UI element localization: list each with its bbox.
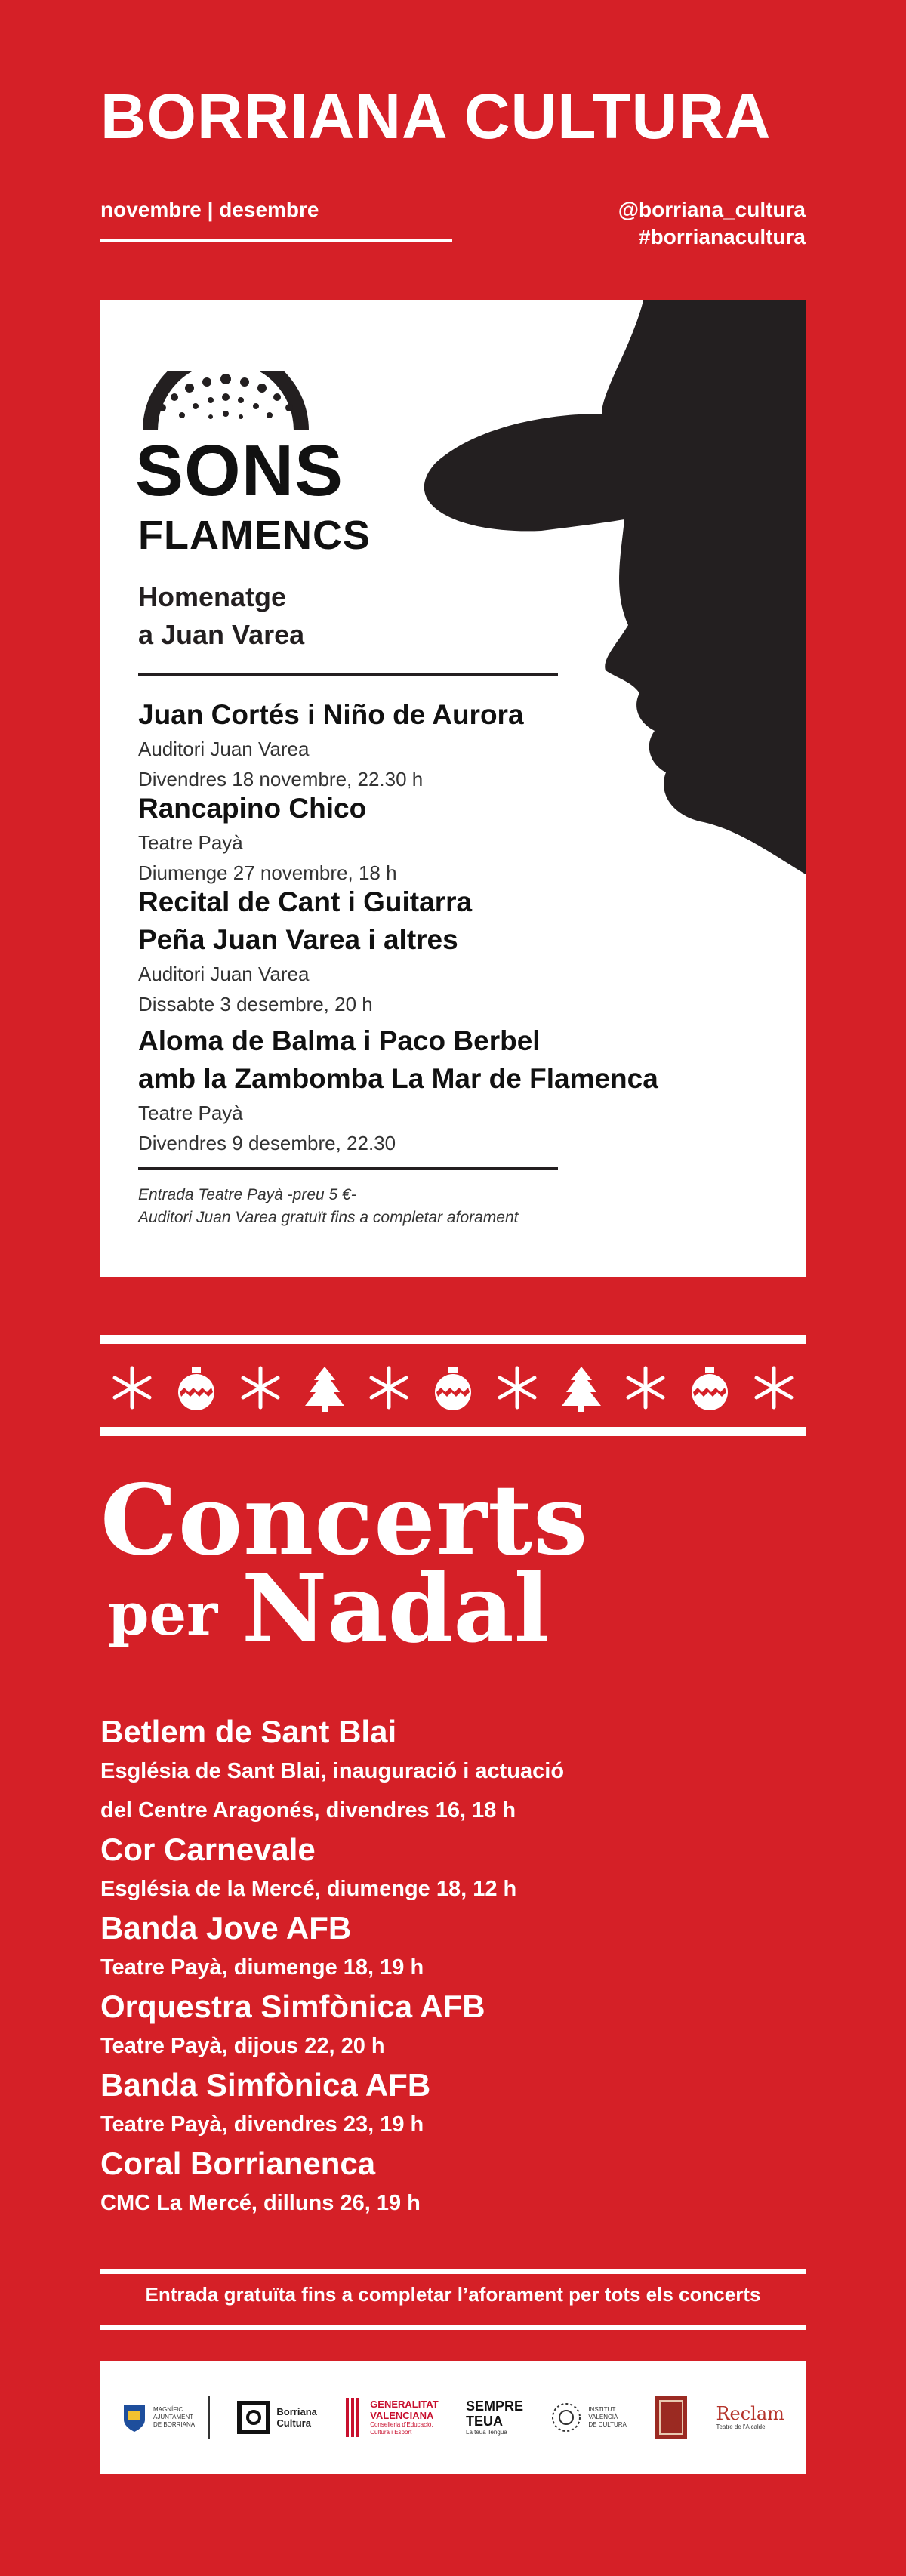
event-item: [138, 883, 742, 1019]
homage-line-1: Homenatge: [138, 581, 287, 612]
concert-item: [100, 1987, 780, 2066]
event-date: Divendres 18 novembre, 22.30 h: [138, 768, 424, 790]
page-title: BORRIANA CULTURA: [100, 81, 772, 152]
event-venue: Teatre Payà: [138, 831, 243, 854]
sponsor-generalitat-line: VALENCIANA: [370, 2410, 434, 2421]
concert-item: [100, 2144, 780, 2223]
sponsor-generalitat[interactable]: [344, 2396, 439, 2439]
concert-info: Teatre Payà, divendres 23, 19 h: [100, 2112, 424, 2137]
homage-line-2: a Juan Varea: [138, 619, 305, 650]
flamencs-subtitle: FLAMENCS: [138, 513, 371, 558]
sponsor-ivc-line: DE CULTURA: [588, 2421, 627, 2428]
panel-divider: [138, 1167, 558, 1170]
free-entry-note: Entrada gratuïta fins a completar l’aforament per tots els concerts: [145, 2283, 761, 2306]
concert-info: CMC La Mercé, dilluns 26, 19 h: [100, 2191, 421, 2215]
event-date: Dissabte 3 desembre, 20 h: [138, 993, 373, 1015]
sponsor-reclam[interactable]: [716, 2404, 784, 2431]
snowflake-icon: [495, 1365, 540, 1413]
header-rule: [100, 239, 452, 242]
concert-info: Teatre Payà, diumenge 18, 19 h: [100, 1955, 424, 1980]
bauble-icon: [687, 1365, 732, 1413]
concert-item: [100, 2066, 780, 2144]
concert-item: [100, 1909, 780, 1987]
event-venue: Auditori Juan Varea: [138, 963, 310, 985]
sponsor-ivc-line: VALENCIÀ: [588, 2414, 618, 2420]
sponsor-divider: [208, 2396, 210, 2439]
panel-divider: [138, 673, 558, 676]
event-item: [138, 696, 742, 794]
ticket-note-line-2: Auditori Juan Varea gratuït fins a completar aforament: [138, 1209, 519, 1226]
sons-title: SONS: [135, 430, 344, 511]
sponsor-cultura-line: Borriana: [276, 2406, 317, 2417]
event-venue: Teatre Payà: [138, 1102, 243, 1124]
snowflake-icon: [238, 1365, 283, 1413]
concert-name: Banda Simfònica AFB: [100, 2067, 431, 2103]
concert-list: [100, 1712, 780, 2223]
bauble-icon: [174, 1365, 219, 1413]
sponsor-generalitat-line: GENERALITAT: [370, 2399, 439, 2410]
footer-rule-bottom: [100, 2325, 806, 2330]
sponsor-sempre-line: SEMPRE: [466, 2399, 524, 2414]
sponsor-ajuntament[interactable]: [122, 2396, 210, 2439]
per-word: per: [108, 1580, 218, 1649]
sponsor-ajuntament-line: MAGNÍFIC: [153, 2406, 183, 2413]
sponsor-sempre-sub: La teua llengua: [466, 2429, 507, 2436]
sponsor-ajuntament-line: AJUNTAMENT: [153, 2414, 194, 2420]
concert-name: Cor Carnevale: [100, 1832, 316, 1867]
social-hashtag[interactable]: #borrianacultura: [639, 225, 806, 248]
crest-icon: [122, 2402, 147, 2433]
snowflake-icon: [366, 1365, 411, 1413]
concert-name: Banda Jove AFB: [100, 1910, 352, 1946]
sponsor-borriana-cultura[interactable]: [237, 2401, 316, 2434]
concert-name: Betlem de Sant Blai: [100, 1714, 397, 1749]
ivc-logo-icon: [550, 2402, 582, 2433]
concert-item: [100, 1712, 780, 1830]
sponsor-cultura-line: Cultura: [276, 2417, 311, 2429]
ornament-rule-bottom: [100, 1427, 806, 1436]
event-title: amb la Zambomba La Mar de Flamenca: [138, 1063, 658, 1094]
tree-icon: [559, 1365, 604, 1413]
social-block: [618, 196, 806, 251]
ticket-note-line-1: Entrada Teatre Payà -preu 5 €-: [138, 1186, 356, 1203]
sponsor-sempre-teua[interactable]: [466, 2399, 523, 2436]
sponsor-ivc-line: INSTITUT: [588, 2406, 616, 2413]
ornament-rule-top: [100, 1335, 806, 1344]
sponsor-reclam-name: Reclam: [716, 2403, 784, 2424]
nadal-word: Nadal: [242, 1555, 550, 1664]
sons-flamencs-panel: [100, 300, 806, 1277]
event-title: Juan Cortés i Niño de Aurora: [138, 699, 524, 730]
event-title: Rancapino Chico: [138, 793, 367, 824]
months-label: novembre | desembre: [100, 198, 319, 221]
concert-item: [100, 1830, 780, 1909]
concert-name: Orquestra Simfònica AFB: [100, 1989, 485, 2024]
sponsor-strip: [100, 2361, 806, 2474]
snowflake-icon: [751, 1365, 797, 1413]
ticket-note: [138, 1184, 519, 1229]
sponsor-sempre-line: TEUA: [466, 2414, 503, 2429]
event-item: [138, 790, 742, 888]
event-venue: Auditori Juan Varea: [138, 738, 310, 760]
event-date: Divendres 9 desembre, 22.30: [138, 1132, 396, 1154]
concert-info: del Centre Aragonés, divendres 16, 18 h: [100, 1798, 516, 1823]
snowflake-icon: [109, 1365, 155, 1413]
concert-name: Coral Borrianenca: [100, 2146, 376, 2181]
footer-rule-top: [100, 2269, 806, 2274]
event-item: [138, 1022, 742, 1158]
ornament-band: [100, 1351, 806, 1427]
sponsor-generalitat-sub: Conselleria d'Educació,: [370, 2421, 433, 2428]
event-date: Diumenge 27 novembre, 18 h: [138, 861, 397, 884]
concerts-title: Concerts: [100, 1464, 589, 1577]
sponsor-seal: [654, 2395, 689, 2440]
sponsor-generalitat-sub: Cultura i Esport: [370, 2429, 412, 2436]
sponsor-ivc[interactable]: [550, 2402, 627, 2433]
event-title: Recital de Cant i Guitarra: [138, 886, 473, 917]
snowflake-icon: [623, 1365, 668, 1413]
concert-info: Teatre Payà, dijous 22, 20 h: [100, 2034, 385, 2058]
generalitat-logo-icon: [344, 2396, 364, 2439]
homage-text: [138, 578, 304, 654]
tree-icon: [302, 1365, 347, 1413]
seal-icon: [654, 2395, 689, 2440]
fan-icon: [135, 371, 316, 432]
borriana-cultura-logo-icon: [237, 2401, 270, 2434]
concert-info: Església de la Mercé, diumenge 18, 12 h: [100, 1877, 517, 1901]
event-title: Aloma de Balma i Paco Berbel: [138, 1025, 541, 1056]
concert-info: Església de Sant Blai, inauguració i actuació: [100, 1759, 565, 1783]
social-handle[interactable]: @borriana_cultura: [618, 198, 806, 221]
sponsor-ajuntament-line: DE BORRIANA: [153, 2421, 196, 2428]
event-title: Peña Juan Varea i altres: [138, 924, 458, 955]
bauble-icon: [430, 1365, 476, 1413]
sponsor-reclam-sub: Teatre de l'Alcalde: [716, 2423, 766, 2430]
